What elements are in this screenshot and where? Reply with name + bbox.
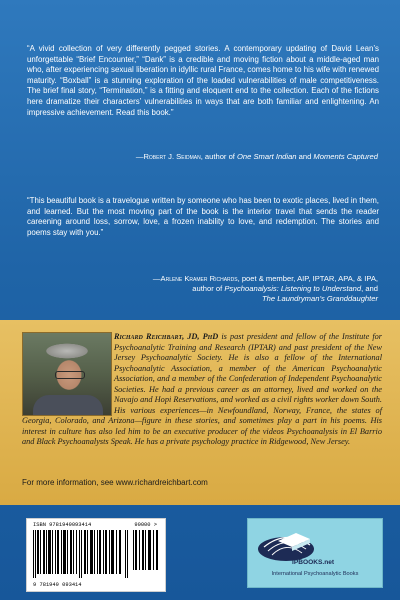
publisher-short-name: IPBOOKS.net — [292, 559, 335, 566]
book-title: Moments Captured — [313, 152, 378, 161]
book-stack-icon — [256, 525, 326, 563]
review-quote-2-text: “This beautiful book is a travelogue written by someone who has been to exotic places, lived in them, and learned. But the most moving part of the book is the interior travel that sends the reader careening around loss, sorrow, love, a frozen inability to love, and redemption. The stories and poems stay with you.” — [27, 196, 379, 237]
author-bio — [22, 332, 382, 448]
attrib-text: , and — [361, 284, 378, 293]
book-title: Psychoanalysis: Listening to Understand — [224, 284, 362, 293]
review-quote-1-attribution — [136, 152, 378, 162]
author-name: Richard Reichbart, JD, PhD — [114, 332, 219, 341]
attrib-text: , author of — [200, 152, 238, 161]
review-quote-2-attribution — [58, 274, 378, 304]
barcode-bars — [33, 530, 129, 578]
publisher-full-name: International Psychoanalytic Books — [271, 571, 359, 577]
attrib-text: , poet & member, AIP, IPTAR, APA, & IPA, — [237, 274, 378, 283]
photo-spacer — [22, 332, 114, 412]
review-quote-1 — [27, 44, 379, 118]
more-info-link[interactable]: For more information, see www.richardreichbart.com — [22, 478, 208, 487]
book-title: One Smart Indian — [237, 152, 297, 161]
price-barcode-bars — [133, 530, 159, 570]
isbn-barcode — [26, 518, 166, 592]
reviewer-name: Arlene Kramer Richards — [160, 274, 238, 283]
barcode-digits: 9 781949 093414 — [33, 582, 82, 588]
review-quote-1-text: “A vivid collection of very differently pegged stories. A contemporary updating of David Lean’s unforgettable “Brief Encounter,” “Dank” is a credible and moving fiction about a middle-aged man who, after experiencing sexual liberation in idyllic rural France, comes home to his wife with renewed maturity. “Boxball” is a stunning exploration of the loaded vulnerabilities of male competitiveness. The brief final story, “Termination,” is a fitting and eloquent end to the collection. Each of the fictions here dramatize their characters’ vulnerabilities in ways that are both familiar and enlightening. An impressive achievement. Read this book.” — [27, 44, 379, 117]
reviewer-name: Robert J. Seidman — [143, 152, 201, 161]
attrib-dash: — — [152, 274, 161, 283]
book-title: The Laundryman’s Granddaughter — [262, 294, 378, 303]
attrib-dash: — — [135, 152, 144, 161]
attrib-text: author of — [192, 284, 225, 293]
publisher-logo-box — [247, 518, 383, 588]
attrib-text: and — [296, 152, 314, 161]
price-code: 90000 > — [134, 522, 157, 528]
review-quote-2 — [27, 196, 379, 238]
isbn-label: ISBN 9781949093414 — [33, 522, 92, 528]
author-bio-text: is past president and fellow of the Institute for Psychoanalytic Training and Research (IPTAR) and past president of the New Jersey Psychoanalytic Society. He is also a fellow of the International Psychoanalytic Association, a member of the American Psychoanalytic Association, and a member of the Confederation of Independent Psychoanalytic Societies. He had a previous career as an attorney, lived and worked on the Navajo and Hopi Reservations, and worked as a civil rights worker down South. His various experiences—in Newfoundland, Norway, France, the states of Georgia, Colorado, and Arizona—figure in these stories, and sometimes play a part in his poems. His interest in culture has also led him to be an executive producer of the videos Psychoanalysis in El Barrio and Black Psychoanalysts Speak. He has a private psychology practice in Ridgewood, New Jersey. — [22, 332, 382, 446]
